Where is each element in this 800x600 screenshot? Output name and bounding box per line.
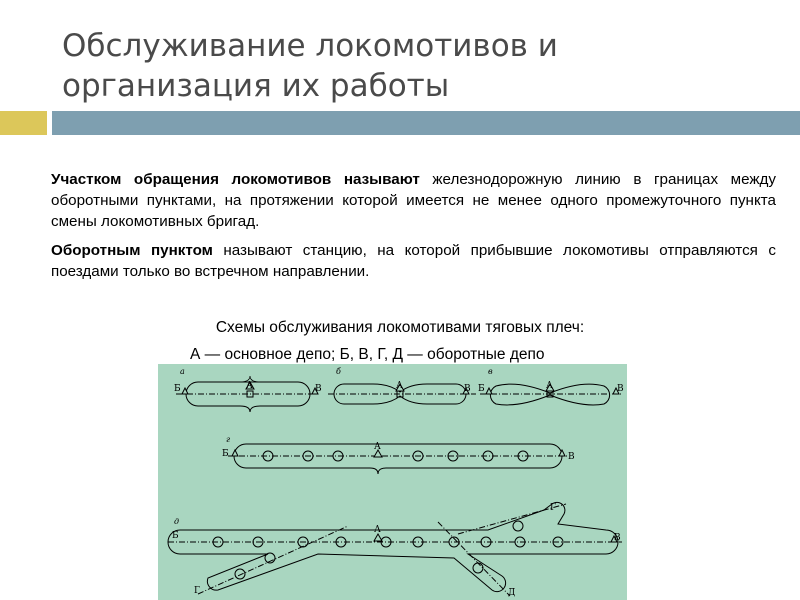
definition-term-2: Оборотным пунктом	[51, 242, 213, 259]
scheme-d-label-a: А	[374, 525, 381, 535]
title-line-1: Обслуживание локомотивов и	[62, 28, 558, 64]
definition-paragraph-1	[51, 169, 776, 232]
scheme-g	[228, 444, 568, 474]
definition-text-1: железнодорожную линию в границах между оборотными пунктами, на протяжении которой имеется не менее одного промежуточного пункта смены локомотивных бригад.	[51, 171, 776, 230]
scheme-d-label-v: В	[614, 533, 621, 543]
scheme-g-label-a: А	[374, 442, 381, 452]
definition-paragraph-2	[51, 240, 776, 282]
scheme-d	[168, 502, 622, 596]
figure-caption-title: Схемы обслуживания локомотивами тяговых плеч:	[215, 319, 585, 336]
title-line-2: организация их работы	[62, 68, 450, 104]
locomotive-schemes-figure	[158, 364, 627, 600]
scheme-d-label-g-bottom: Г	[194, 586, 200, 596]
scheme-a-label-a: А	[246, 381, 253, 391]
schemes-drawing	[158, 364, 627, 600]
scheme-v-label-v: В	[617, 384, 624, 394]
scheme-v-label-b: Б	[478, 384, 485, 394]
scheme-g-letter: г	[226, 435, 231, 444]
scheme-a-letter: а	[180, 367, 185, 376]
scheme-d-label-g-top: Г	[550, 503, 556, 513]
scheme-a-label-b: Б	[174, 384, 181, 394]
title-accent-block	[0, 111, 47, 137]
scheme-b-label-a: А	[396, 381, 403, 391]
scheme-b-letter: б	[336, 367, 341, 376]
scheme-d-letter: д	[174, 517, 180, 526]
definition-text-2: называют станцию, на которой прибывшие локомотивы отправляются с поездами только во встречном направлении.	[51, 242, 776, 280]
title-divider-bar	[52, 111, 800, 135]
scheme-g-label-b: Б	[222, 449, 229, 459]
slide-title	[62, 26, 762, 106]
definition-term-1: Участком обращения локомотивов называют	[51, 171, 420, 188]
scheme-b-label-v: В	[464, 384, 471, 394]
scheme-a-label-v: В	[315, 384, 322, 394]
figure-caption-legend: А — основное депо; Б, В, Г, Д — оборотные депо	[190, 346, 545, 363]
scheme-d-label-b: Б	[172, 531, 179, 541]
scheme-d-label-d: Д	[508, 588, 516, 598]
scheme-v-label-a: А	[546, 381, 553, 391]
scheme-g-label-v: В	[568, 452, 575, 462]
scheme-v-letter: в	[488, 367, 493, 376]
